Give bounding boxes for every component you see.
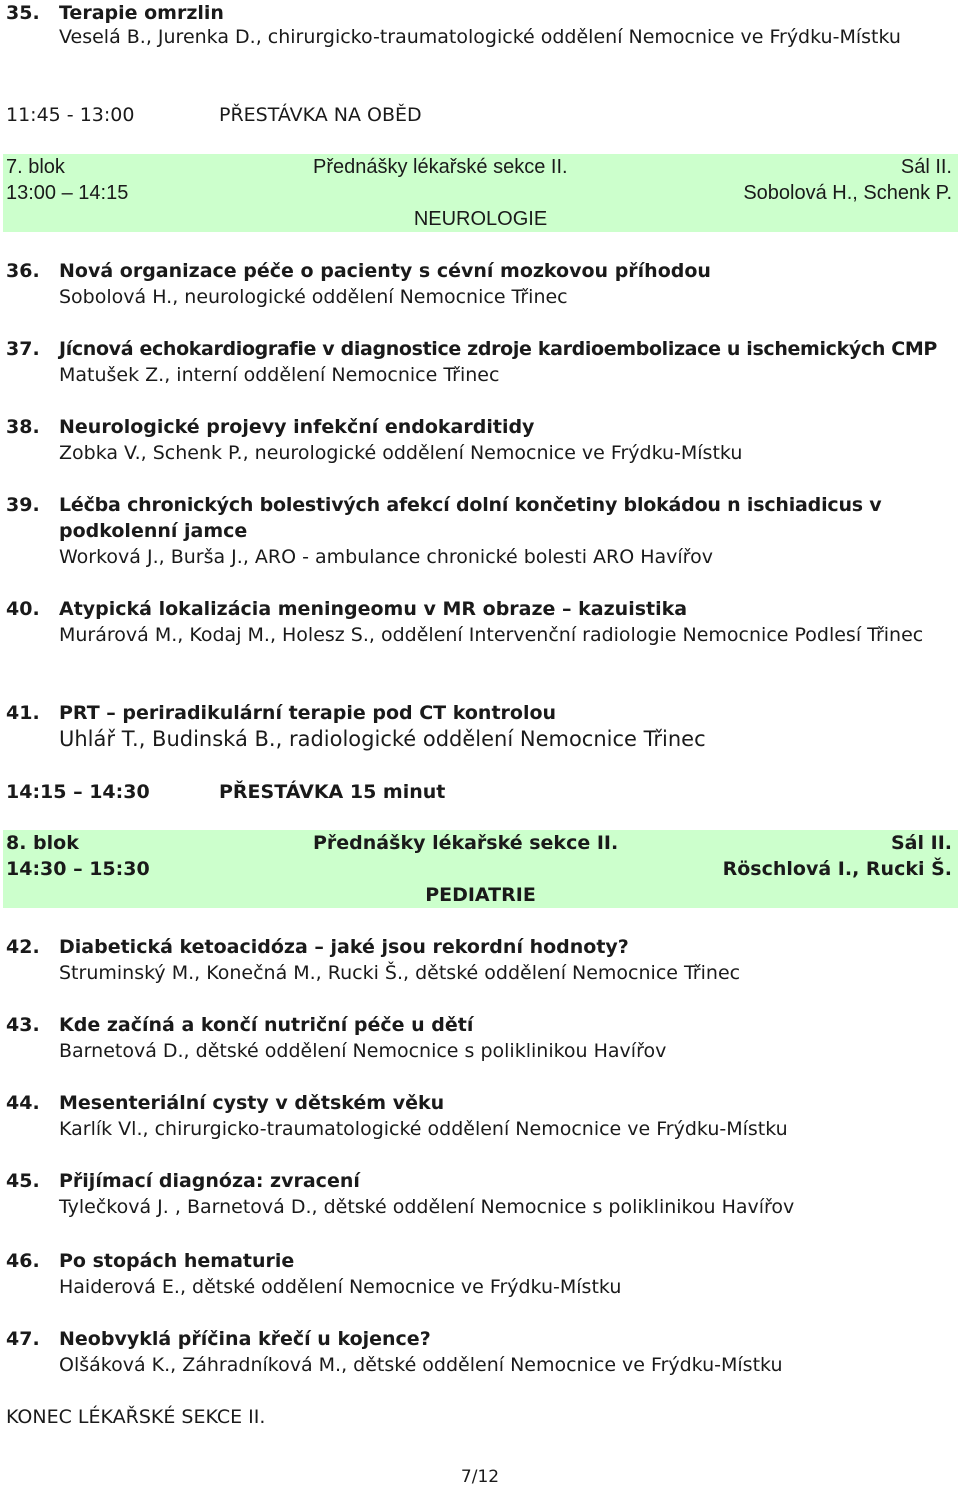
item-authors: Veselá B., Jurenka D., chirurgicko-traumatologické oddělení Nemocnice ve Frýdku-Místku: [59, 26, 901, 48]
item-number: 39.: [6, 494, 40, 516]
item-authors: Uhlář T., Budinská B., radiologické oddělení Nemocnice Třinec: [59, 727, 706, 751]
item-number: 36.: [6, 260, 40, 282]
block-hall: Sál II.: [900, 156, 952, 178]
item-title: Neurologické projevy infekční endokarditidy: [59, 416, 535, 438]
item-authors: Murárová M., Kodaj M., Holesz S., oddělení Intervenční radiologie Nemocnice Podlesí Třinec: [59, 624, 924, 646]
session-block-8: [3, 830, 958, 908]
break-label: PŘESTÁVKA 15 minut: [219, 781, 446, 803]
block-time: 13:00 – 14:15: [6, 182, 129, 204]
item-authors: Barnetová D., dětské oddělení Nemocnice s poliklinikou Havířov: [59, 1040, 667, 1062]
item-authors: Olšáková K., Záhradníková M., dětské oddělení Nemocnice ve Frýdku-Místku: [59, 1354, 783, 1376]
item-authors: Struminský M., Konečná M., Rucki Š., dětské oddělení Nemocnice Třinec: [59, 962, 741, 984]
break-time: 11:45 - 13:00: [6, 104, 135, 126]
block-title: Přednášky lékařské sekce II.: [313, 156, 568, 178]
item-title: Po stopách hematurie: [59, 1250, 295, 1272]
item-number: 47.: [6, 1328, 40, 1350]
section-end-note: KONEC LÉKAŘSKÉ SEKCE II.: [6, 1406, 266, 1428]
block-label: 8. blok: [6, 832, 79, 854]
item-title: Jícnová echokardiografie v diagnostice zdroje kardioembolizace u ischemických CMP: [59, 338, 937, 360]
item-number: 35.: [6, 2, 40, 24]
block-chairs: Röschlová I., Rucki Š.: [722, 858, 952, 880]
item-number: 45.: [6, 1170, 40, 1192]
item-authors: Haiderová E., dětské oddělení Nemocnice ve Frýdku-Místku: [59, 1276, 622, 1298]
item-authors: Matušek Z., interní oddělení Nemocnice Třinec: [59, 364, 500, 386]
break-label: PŘESTÁVKA NA OBĚD: [219, 104, 422, 126]
item-title-line-2: podkolenní jamce: [59, 520, 248, 542]
item-title: Přijímací diagnóza: zvracení: [59, 1170, 360, 1192]
item-title: Terapie omrzlin: [59, 2, 224, 24]
block-label: 7. blok: [6, 156, 65, 178]
item-number: 44.: [6, 1092, 40, 1114]
block-chairs: Sobolová H., Schenk P.: [743, 182, 952, 204]
block-time: 14:30 – 15:30: [6, 858, 150, 880]
item-authors: Tylečková J. , Barnetová D., dětské oddělení Nemocnice s poliklinikou Havířov: [59, 1196, 795, 1218]
item-title: Atypická lokalizácia meningeomu v MR obraze – kazuistika: [59, 598, 688, 620]
item-authors: Worková J., Burša J., ARO - ambulance chronické bolesti ARO Havířov: [59, 546, 713, 568]
item-number: 41.: [6, 702, 40, 724]
item-number: 42.: [6, 936, 40, 958]
item-number: 38.: [6, 416, 40, 438]
item-title-line-1: Léčba chronických bolestivých afekcí dolní končetiny blokádou n ischiadicus v: [59, 494, 882, 516]
item-title: Nová organizace péče o pacienty s cévní mozkovou příhodou: [59, 260, 711, 282]
block-hall: Sál II.: [891, 832, 952, 854]
block-title: Přednášky lékařské sekce II.: [313, 832, 619, 854]
item-title: Diabetická ketoacidóza – jaké jsou rekordní hodnoty?: [59, 936, 629, 958]
item-number: 46.: [6, 1250, 40, 1272]
page-number: 7/12: [460, 1467, 500, 1487]
item-number: 43.: [6, 1014, 40, 1036]
item-number: 37.: [6, 338, 40, 360]
session-block-7: [3, 154, 958, 232]
item-authors: Karlík Vl., chirurgicko-traumatologické oddělení Nemocnice ve Frýdku-Místku: [59, 1118, 788, 1140]
block-topic: PEDIATRIE: [425, 884, 536, 906]
item-number: 40.: [6, 598, 40, 620]
item-title: PRT – periradikulární terapie pod CT kontrolou: [59, 702, 557, 724]
item-authors: Zobka V., Schenk P., neurologické oddělení Nemocnice ve Frýdku-Místku: [59, 442, 743, 464]
item-title: Kde začíná a končí nutriční péče u dětí: [59, 1014, 474, 1036]
item-title: Mesenteriální cysty v dětském věku: [59, 1092, 445, 1114]
item-authors: Sobolová H., neurologické oddělení Nemocnice Třinec: [59, 286, 568, 308]
item-title: Neobvyklá příčina křečí u kojence?: [59, 1328, 431, 1350]
block-topic: NEUROLOGIE: [413, 208, 548, 230]
break-time: 14:15 – 14:30: [6, 781, 150, 803]
